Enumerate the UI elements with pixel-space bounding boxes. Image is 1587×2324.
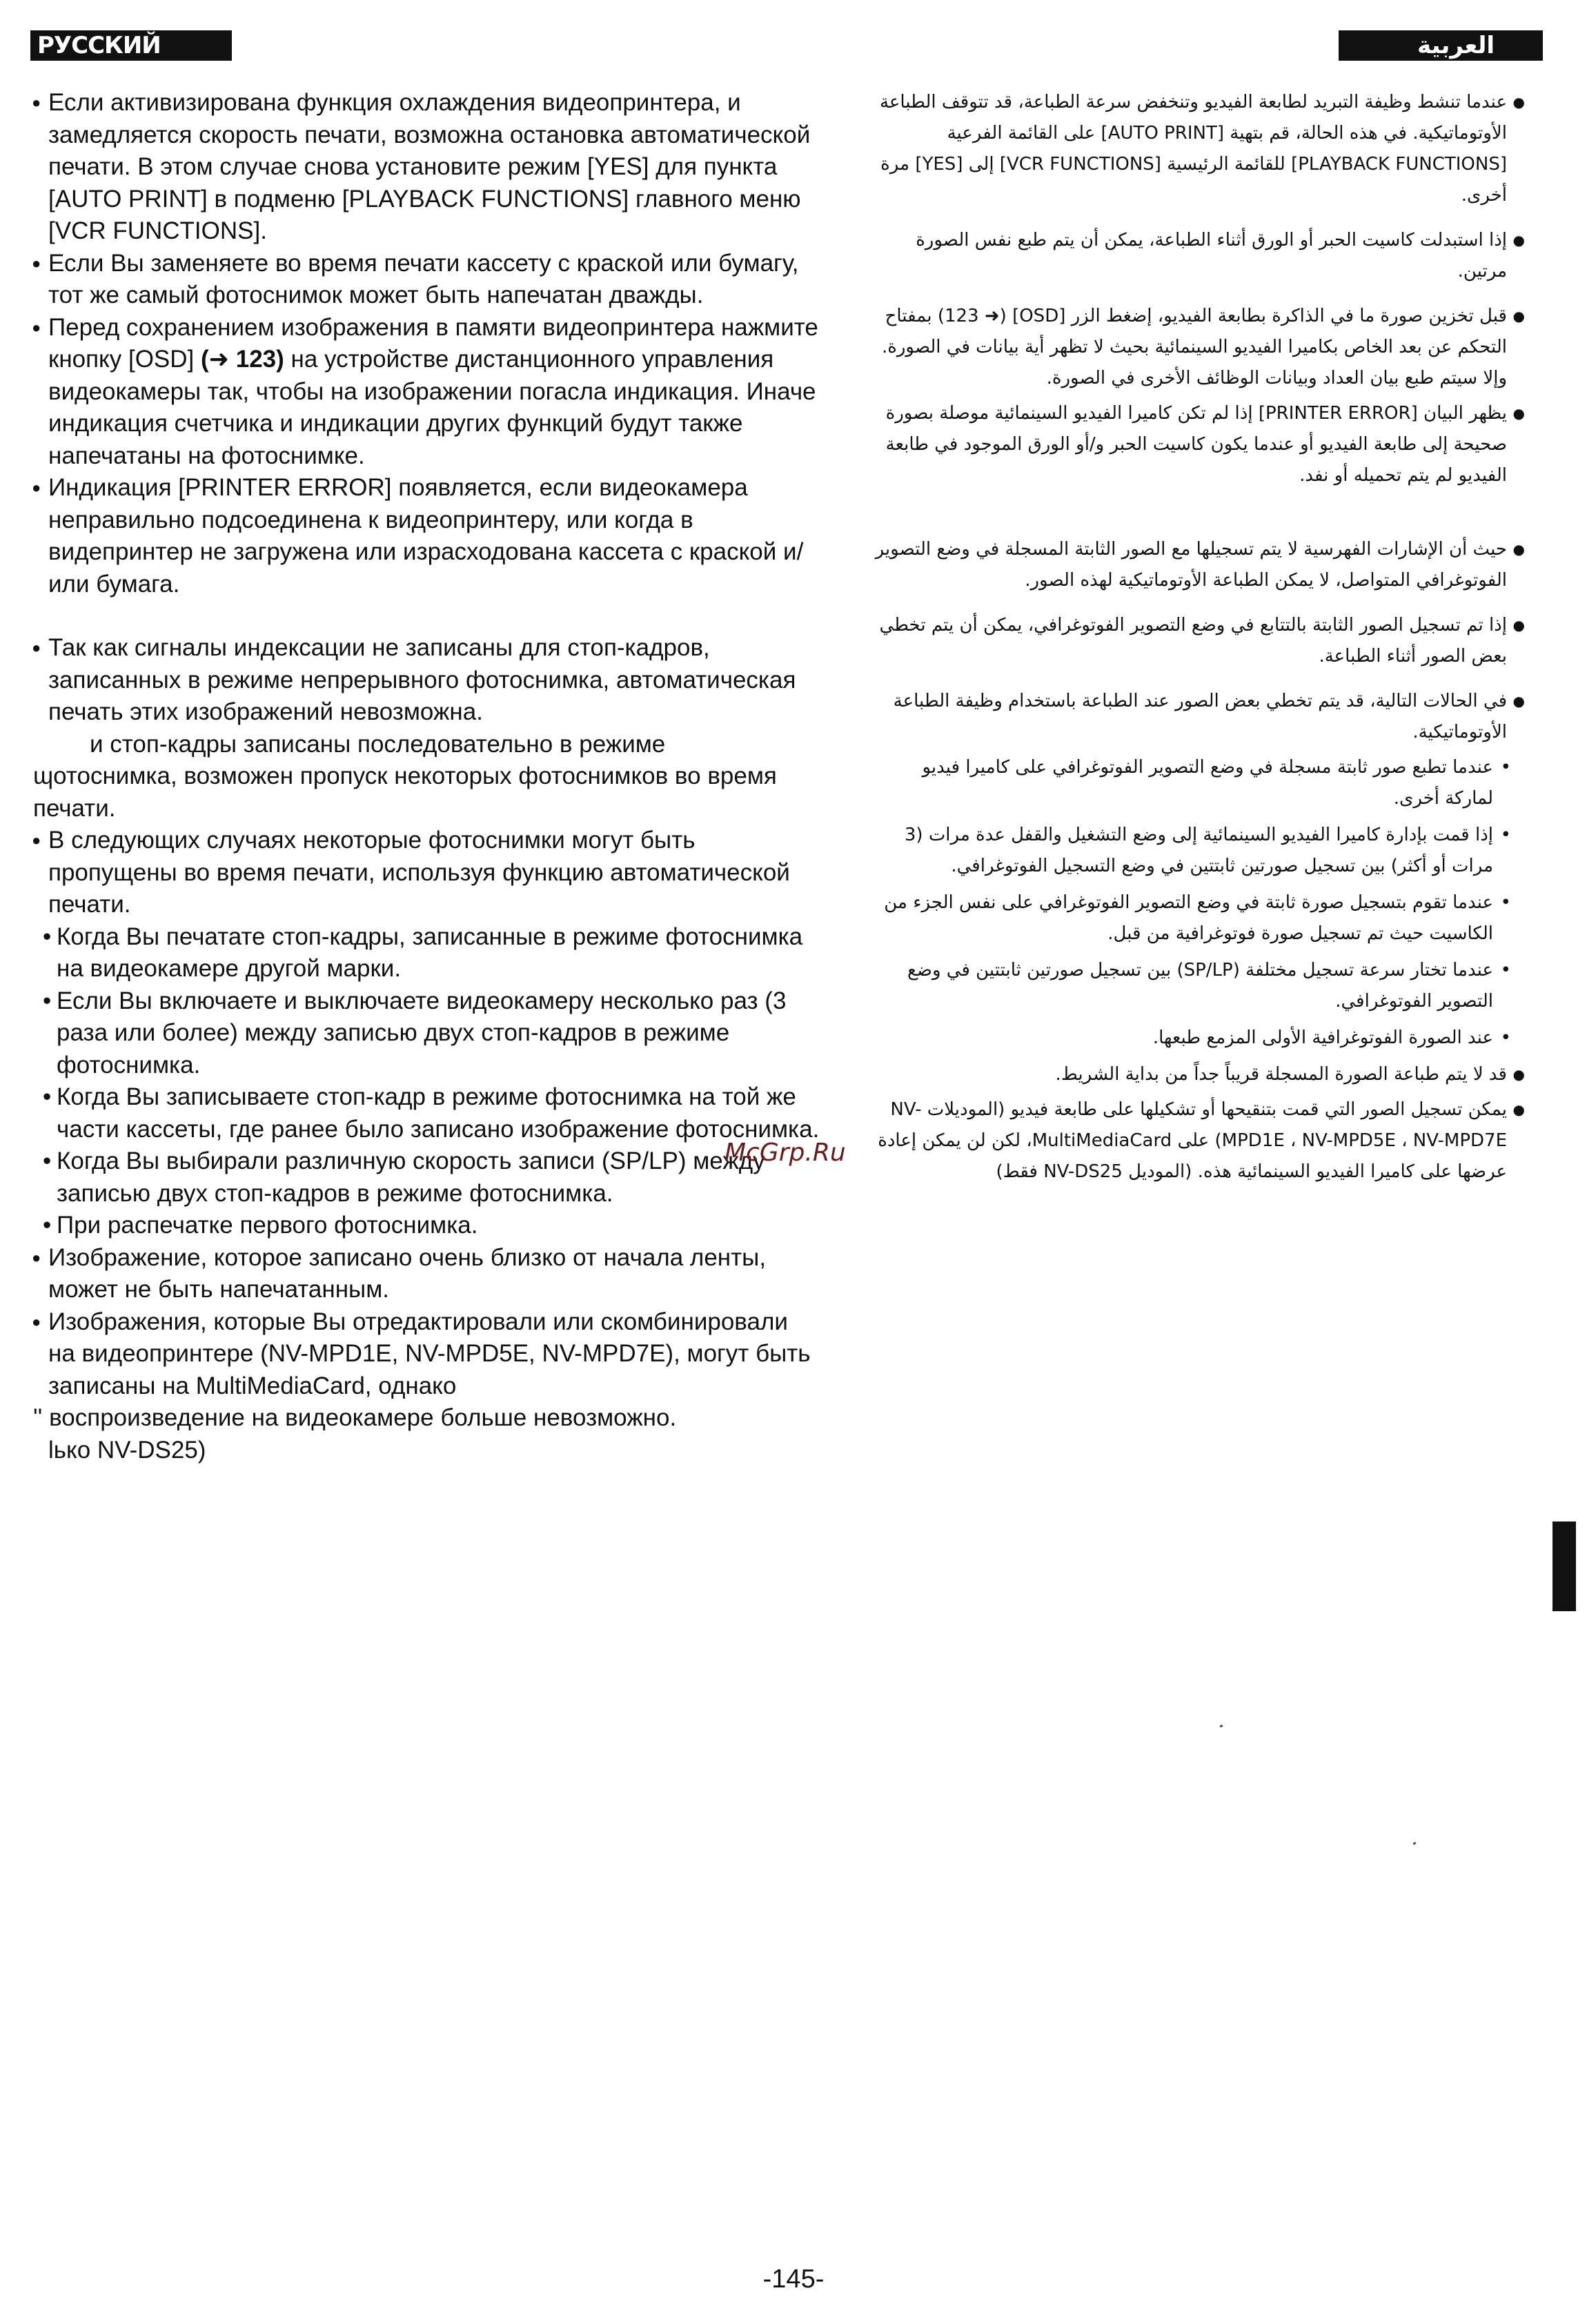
ar-note-sequential: ● إذا تم تسجيل الصور الثابتة بالتتابع في وضع التصوير الفوتوغرافي، يمكن أن يتم تخطي بعض الصور أثناء الطباعة. xyxy=(869,610,1525,672)
ar-note-cassette-replace: ● إذا استبدلت كاسيت الحبر أو الورق أثناء الطباعة، يمكن أن يتم طبع نفس الصورة مرتين. xyxy=(869,225,1525,287)
ru-subitem-power-cycle: • Если Вы включаете и выключаете видеокамеру несколько раз (3 раза или более) между записью двух стоп-кадров в режиме фотоснимка. xyxy=(33,985,820,1082)
ru-note-tape-start: ● Изображение, которое записано очень близко от начала ленты, может не быть напечатанным. xyxy=(33,1242,820,1306)
ar-subitem-other-brand: • عندما تطبع صور ثابتة مسجلة في وضع التصوير الفوتوغرافي على كاميرا فيديو لماركة أخرى. xyxy=(869,752,1525,814)
ru-subitem-first-photo: • При распечатке первого фотоснимка. xyxy=(33,1210,820,1242)
ru-note-osd-text-b: на устройстве дистанционного управления видеокамеры так, чтобы на изображении погасла индикация. Иначе индикация счетчика и индикации других функций будут также напечатаны на фотоснимке. xyxy=(48,346,816,469)
ar-subitem-same-section: • عندما تقوم بتسجيل صورة ثابتة في وضع التصوير الفوتوغرافي على نفس الجزء من الكاسيت حيث تم تسجيل صورة فوتوغرافية من قبل. xyxy=(869,887,1525,949)
scan-speck xyxy=(1413,1842,1417,1845)
watermark: McGrp.Ru xyxy=(724,1139,846,1167)
ar-subitem-first-photo: • عند الصورة الفوتوغرافية الأولى المزمع طبعها. xyxy=(869,1023,1525,1054)
russian-column xyxy=(33,87,820,1466)
ar-note-printer-error: ● يظهر البيان [PRINTER ERROR] إذا لم تكن كاميرا الفيديو السينمائية موصلة بصورة صحيحة إلى طابعة الفيديو أو عندما يكون كاسيت الحبر و/أو الورق الموجود في طابعة الفيديو لم يتم تحميله أو نفد. xyxy=(869,398,1525,491)
ru-note-osd xyxy=(33,312,820,473)
ru-note-multimediacard: ● Изображения, которые Вы отредактировали или скомбинировали на видеопринтере (NV-MPD1E, NV-MPD5E, NV-MPD7E), могут быть записаны на MultiMediaCard, однако xyxy=(33,1306,820,1403)
ar-subitem-speed: • عندما تختار سرعة تسجيل مختلفة (SP/LP) بين تسجيل صورتين ثابتتين في وضع التصوير الفوتوغرافي. xyxy=(869,955,1525,1017)
page-number: -145- xyxy=(762,2265,825,2294)
ru-subitem-same-section: • Когда Вы записываете стоп-кадр в режиме фотоснимка на той же части кассеты, где ранее было записано изображение фотоснимка. xyxy=(33,1081,820,1145)
ar-subitem-power-cycle: • إذا قمت بإدارة كاميرا الفيديو السينمائية إلى وضع التشغيل والقفل عدة مرات (3 مرات أو أكثر) بين تسجيل صورتين ثابتتين في وضع التسجيل الفوتوغرافي. xyxy=(869,820,1525,882)
ru-note-cooling: ● Если активизирована функция охлаждения видеопринтера, и замедляется скорость печати, возможна остановка автоматической печати. В этом случае снова установите режим [YES] для пункта [AUTO PRINT] в подменю [PLAYBACK FUNCTIONS] главного меню [VCR FUNCTIONS]. xyxy=(33,87,820,248)
scan-speck xyxy=(1220,1724,1223,1728)
ru-note-index-signals: ● Так как сигналы индексации не записаны для стоп-кадров, записанных в режиме непрерывного фотоснимка, автоматическая печать этих изображений невозможна. xyxy=(33,632,820,729)
ru-note-multimediacard-line3: lько NV-DS25) xyxy=(48,1436,206,1464)
ar-note-multimediacard: ● يمكن تسجيل الصور التي قمت بتنقيحها أو تشكيلها على طابعة فيديو (الموديلات NV-MPD1E ، NV-MPD5E ، NV-MPD7E) على MultiMediaCard، لكن لن يمكن إعادة عرضها على كاميرا الفيديو السينمائية هذه. (الموديل NV-DS25 فقط) xyxy=(869,1094,1525,1188)
ru-note-sequential xyxy=(33,729,820,825)
ru-note-osd-text-a: Перед сохранением изображения в памяти видеопринтера нажмите кнопку [OSD] xyxy=(48,313,818,373)
ar-note-cooling: ● عندما تنشط وظيفة التبريد لطابعة الفيديو وتنخفض سرعة الطباعة، قد تتوقف الطباعة الأوتوماتيكية. في هذه الحالة، قم بتهية [AUTO PRINT] على القائمة الفرعية [PLAYBACK FUNCTIONS] للقائمة الرئيسية [VCR FUNCTIONS] إلى [YES] مرة أخرى. xyxy=(869,87,1525,211)
ru-note-cassette-replace: ● Если Вы заменяете во время печати кассету с краской или бумагу, тот же самый фотоснимок может быть напечатан дважды. xyxy=(33,248,820,312)
language-tab-arabic: العربية xyxy=(1339,30,1543,61)
ru-note-sequential-line2: ɰотоснимка, возможен пропуск некоторых фотоснимков во время печати. xyxy=(33,762,777,822)
language-tab-russian: РУССКИЙ ЯЗЫК xyxy=(30,30,232,61)
ru-note-sequential-line1: и стоп-кадры записаны последовательно в режиме xyxy=(90,730,666,758)
page-reference: (➜ 123) xyxy=(201,346,284,373)
section-marker xyxy=(1552,1522,1576,1611)
ru-subitem-speed: • Когда Вы выбирали различную скорость записи (SP/LP) между записью двух стоп-кадров в режиме фотоснимка. xyxy=(33,1145,820,1210)
ru-note-skipped: ● В следующих случаях некоторые фотоснимки могут быть пропущены во время печати, используя функцию автоматической печати. xyxy=(33,825,820,921)
ru-subitem-other-brand: • Когда Вы печатате стоп-кадры, записанные в режиме фотоснимка на видеокамере другой марки. xyxy=(33,921,820,985)
ar-note-skipped: ● في الحالات التالية، قد يتم تخطي بعض الصور عند الطباعة باستخدام وظيفة الطباعة الأوتوماتيكية. xyxy=(869,686,1525,748)
ar-note-index-signals: ● حيث أن الإشارات الفهرسية لا يتم تسجيلها مع الصور الثابتة المسجلة في وضع التصوير الفوتوغرافي المتواصل، لا يمكن الطباعة الأوتوماتيكية لهذه الصور. xyxy=(869,534,1525,596)
ar-note-tape-start: ● قد لا يتم طباعة الصورة المسجلة قريباً جداً من بداية الشريط. xyxy=(869,1059,1525,1090)
ar-note-osd: ● قبل تخزين صورة ما في الذاكرة بطابعة الفيديو، إضغط الزر [OSD] (➜ 123) بمفتاح التحكم عن بعد الخاص بكاميرا الفيديو السينمائية بحيث لا تظهر أية بيانات في الصورة. وإلا سيتم طبع بيان العداد وبيانات الوظائف الأخرى في الصورة. xyxy=(869,301,1525,394)
ru-note-multimediacard-line2: '' воспроизведение на видеокамере больше невозможно. xyxy=(33,1404,677,1431)
ru-note-printer-error: ● Индикация [PRINTER ERROR] появляется, если видеокамера неправильно подсоединена к видеопринтеру, или когда в видепринтер не загружена или израсходована кассета с краской и/или бумага. xyxy=(33,472,820,600)
arabic-column xyxy=(869,87,1525,1201)
